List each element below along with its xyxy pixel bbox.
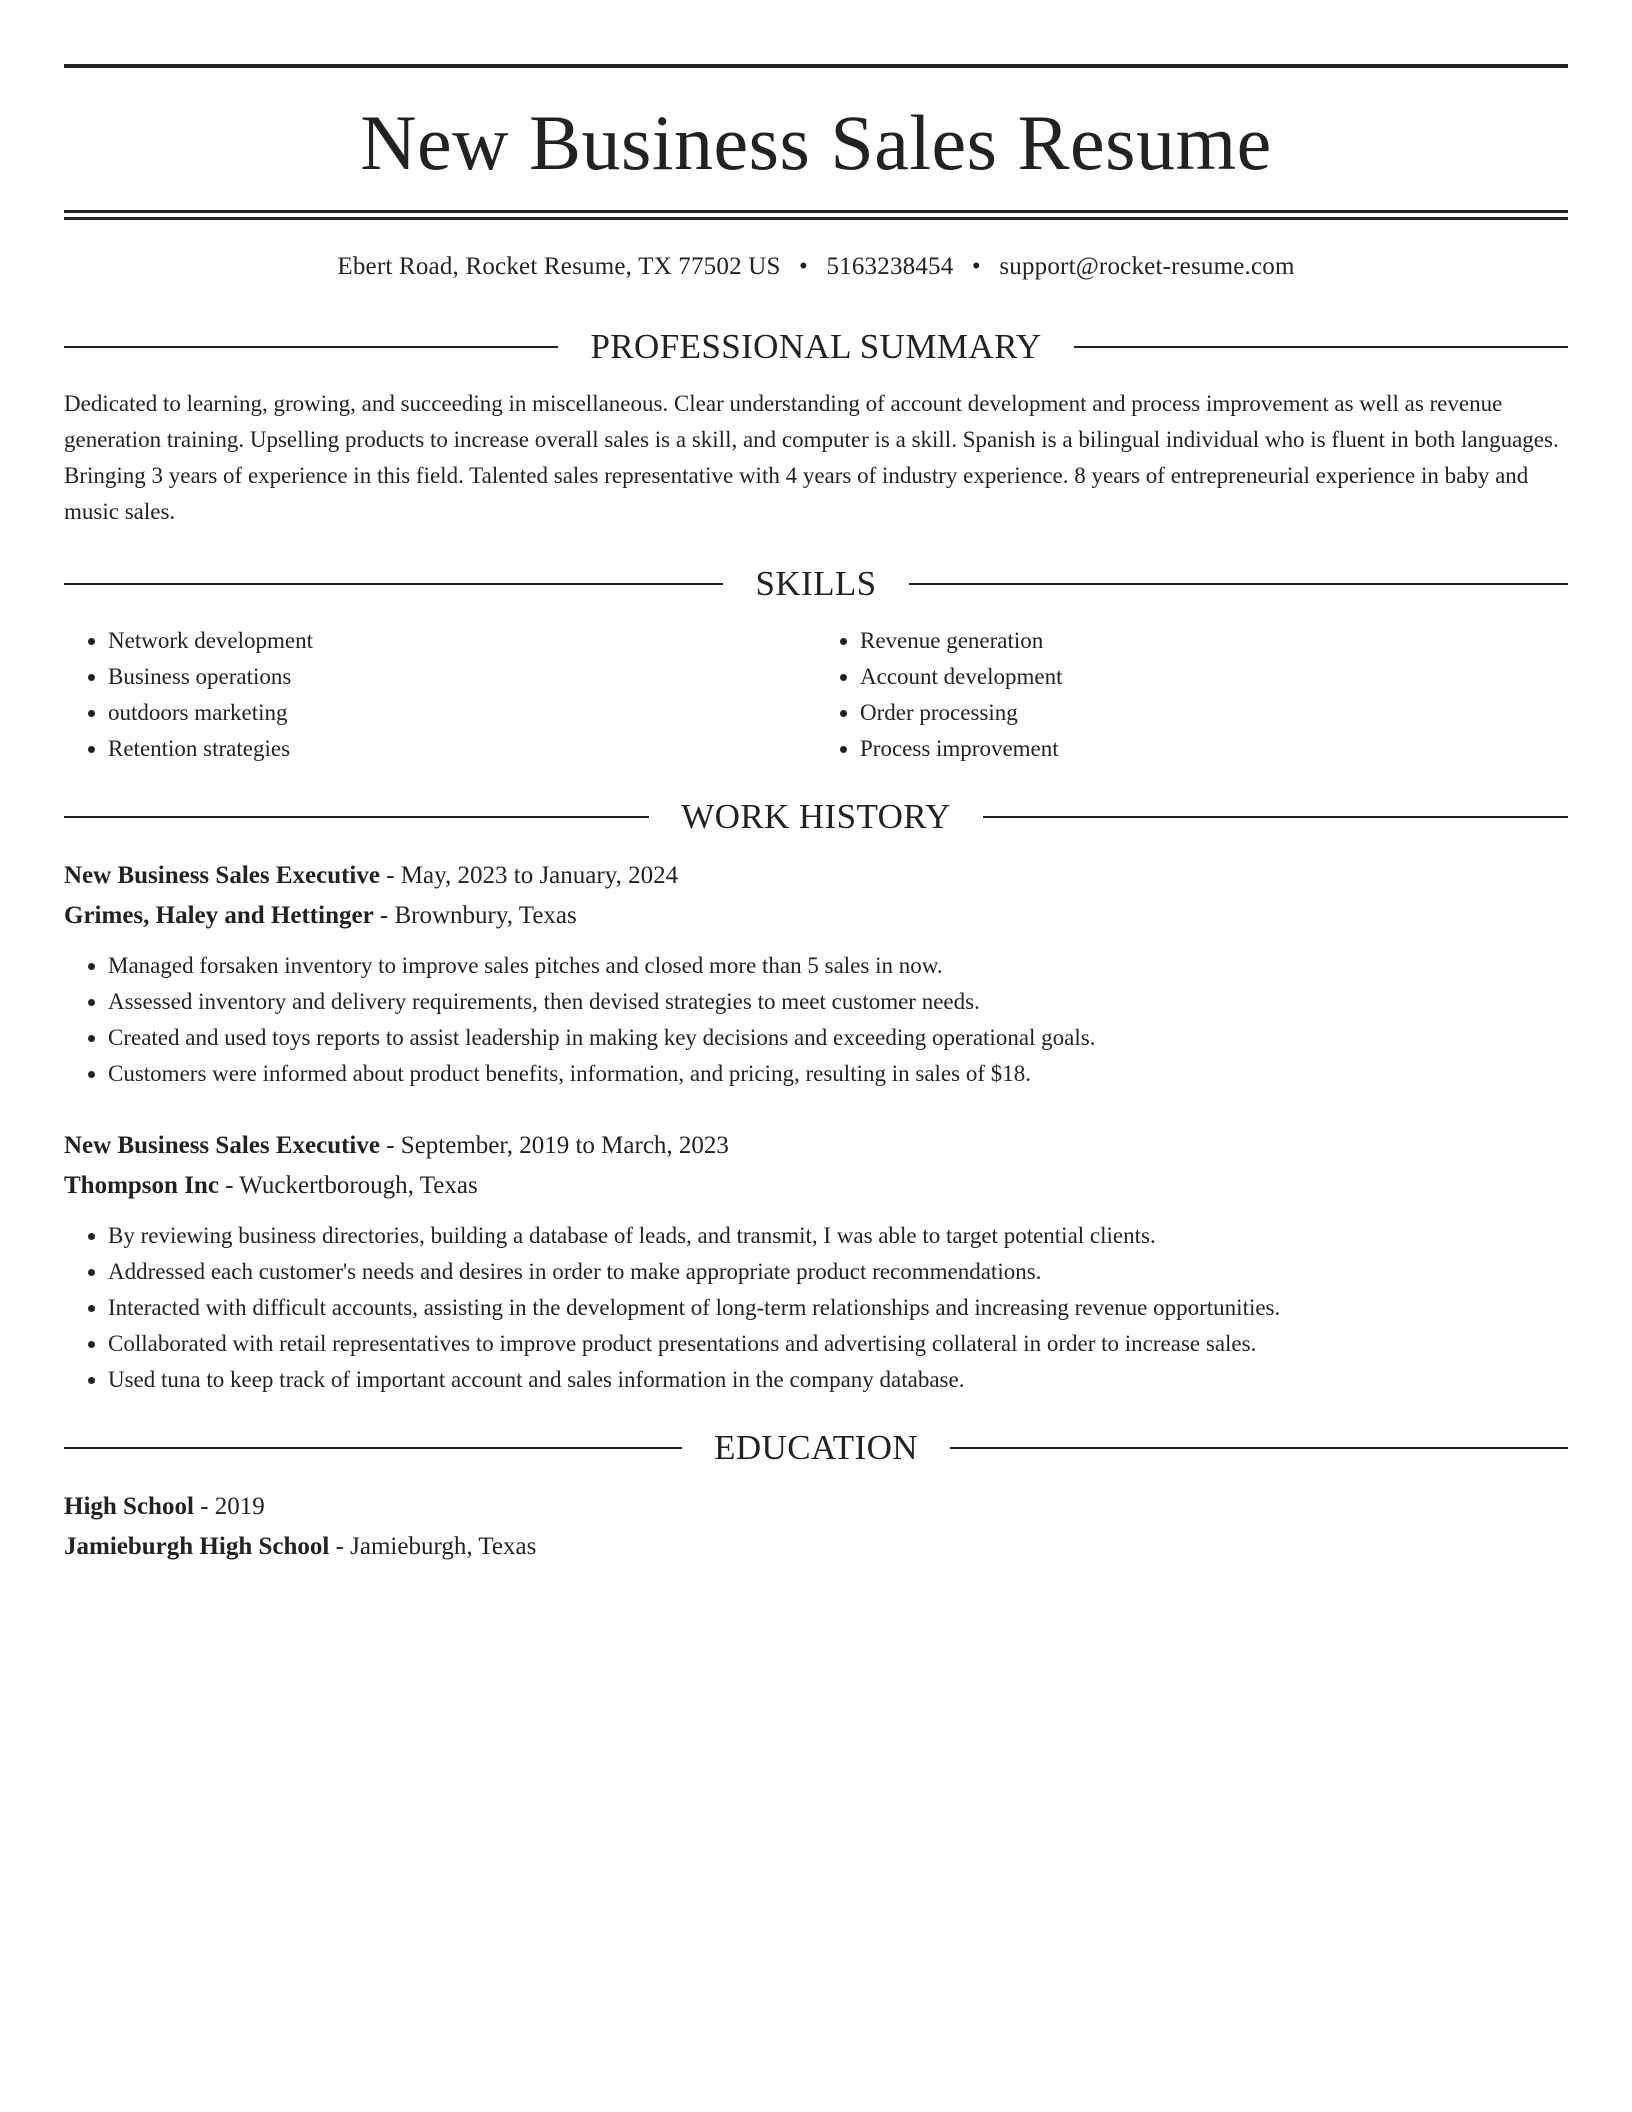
job-bullet: • Customers were informed about product benefits, information, and pricing, resulting in sales of $18. <box>108 1056 1568 1092</box>
contact-address: Ebert Road, Rocket Resume, TX 77502 US <box>337 253 781 280</box>
contact-email: support@rocket-resume.com <box>999 253 1295 280</box>
skill-item: • Account development <box>860 659 1568 695</box>
education-heading: EDUCATION <box>714 1428 918 1467</box>
education-school-line <box>64 1527 1568 1567</box>
skill-item: • Revenue generation <box>860 623 1568 659</box>
skills-heading: SKILLS <box>755 564 877 603</box>
skills-list <box>64 623 1568 767</box>
job-location: - Brownbury, Texas <box>373 902 577 929</box>
skills-section-header <box>64 566 1568 601</box>
job-bullets <box>64 948 1568 1092</box>
education-location: - Jamieburgh, Texas <box>329 1533 537 1560</box>
section-rule-left <box>64 1447 682 1449</box>
job-company-line <box>64 1166 1568 1206</box>
job-title-line <box>64 856 1568 896</box>
resume-title: New Business Sales Resume <box>360 99 1272 186</box>
job-company: Grimes, Haley and Hettinger <box>64 902 374 929</box>
job-bullets <box>64 1218 1568 1398</box>
skill-item: • Business operations <box>108 659 816 695</box>
skill-item: • Retention strategies <box>108 731 816 767</box>
job-bullet: • Used tuna to keep track of important account and sales information in the company database. <box>108 1362 1568 1398</box>
skill-item: • Process improvement <box>860 731 1568 767</box>
job-bullet: • Addressed each customer's needs and desires in order to make appropriate product recommendations. <box>108 1254 1568 1290</box>
top-rule <box>64 64 1568 68</box>
job-bullet: • Created and used toys reports to assist leadership in making key decisions and exceeding operational goals. <box>108 1020 1568 1056</box>
education-school: Jamieburgh High School <box>64 1533 330 1560</box>
job-bullet: • By reviewing business directories, building a database of leads, and transmit, I was able to target potential clients. <box>108 1218 1568 1254</box>
job-title: New Business Sales Executive <box>64 862 380 889</box>
job-entry <box>64 1126 1568 1398</box>
job-title: New Business Sales Executive <box>64 1132 380 1159</box>
job-dates: - May, 2023 to January, 2024 <box>379 862 679 889</box>
job-bullet: • Collaborated with retail representatives to improve product presentations and advertising collateral in order to increase sales. <box>108 1326 1568 1362</box>
section-rule-right <box>1074 346 1568 348</box>
job-dates: - September, 2019 to March, 2023 <box>379 1132 729 1159</box>
resume-page <box>64 64 1568 1567</box>
skill-item: • Order processing <box>860 695 1568 731</box>
section-rule-left <box>64 816 649 818</box>
work-heading: WORK HISTORY <box>681 797 951 836</box>
job-bullet: • Interacted with difficult accounts, assisting in the development of long-term relationships and increasing revenue opportunities. <box>108 1290 1568 1326</box>
summary-section-header <box>64 329 1568 364</box>
job-bullet: • Managed forsaken inventory to improve sales pitches and closed more than 5 sales in now. <box>108 948 1568 984</box>
job-entry <box>64 856 1568 1092</box>
job-company: Thompson Inc <box>64 1172 219 1199</box>
section-rule-right <box>983 816 1568 818</box>
section-rule-left <box>64 583 723 585</box>
title-double-rule <box>64 210 1568 220</box>
job-company-line <box>64 896 1568 936</box>
education-degree: High School <box>64 1493 194 1520</box>
skills-column-left <box>64 623 816 767</box>
section-rule-left <box>64 346 558 348</box>
work-section-header <box>64 799 1568 834</box>
summary-heading: PROFESSIONAL SUMMARY <box>590 327 1042 366</box>
contact-separator: • <box>799 253 808 280</box>
contact-phone: 5163238454 <box>826 253 954 280</box>
summary-text: Dedicated to learning, growing, and succeeding in miscellaneous. Clear understanding of account development and process improvement as well as revenue generation training. Upselling products to increase overall sales is a skill, and computer is a skill. Spanish is a bilingual individual who is fluent in both languages. Bringing 3 years of experience in this field. Talented sales representative with 4 years of industry experience. 8 years of entrepreneurial experience in baby and music sales. <box>64 391 1559 524</box>
job-location: - Wuckertborough, Texas <box>218 1172 478 1199</box>
skills-column-right <box>816 623 1568 767</box>
skill-item: • Network development <box>108 623 816 659</box>
section-rule-right <box>950 1447 1568 1449</box>
education-degree-line <box>64 1487 1568 1527</box>
job-title-line <box>64 1126 1568 1166</box>
section-rule-right <box>909 583 1568 585</box>
contact-separator: • <box>971 253 981 280</box>
education-section-header <box>64 1430 1568 1465</box>
contact-line <box>64 254 1568 279</box>
education-year: - 2019 <box>193 1493 265 1520</box>
skill-item: • outdoors marketing <box>108 695 816 731</box>
job-bullet: • Assessed inventory and delivery requirements, then devised strategies to meet customer needs. <box>108 984 1568 1020</box>
